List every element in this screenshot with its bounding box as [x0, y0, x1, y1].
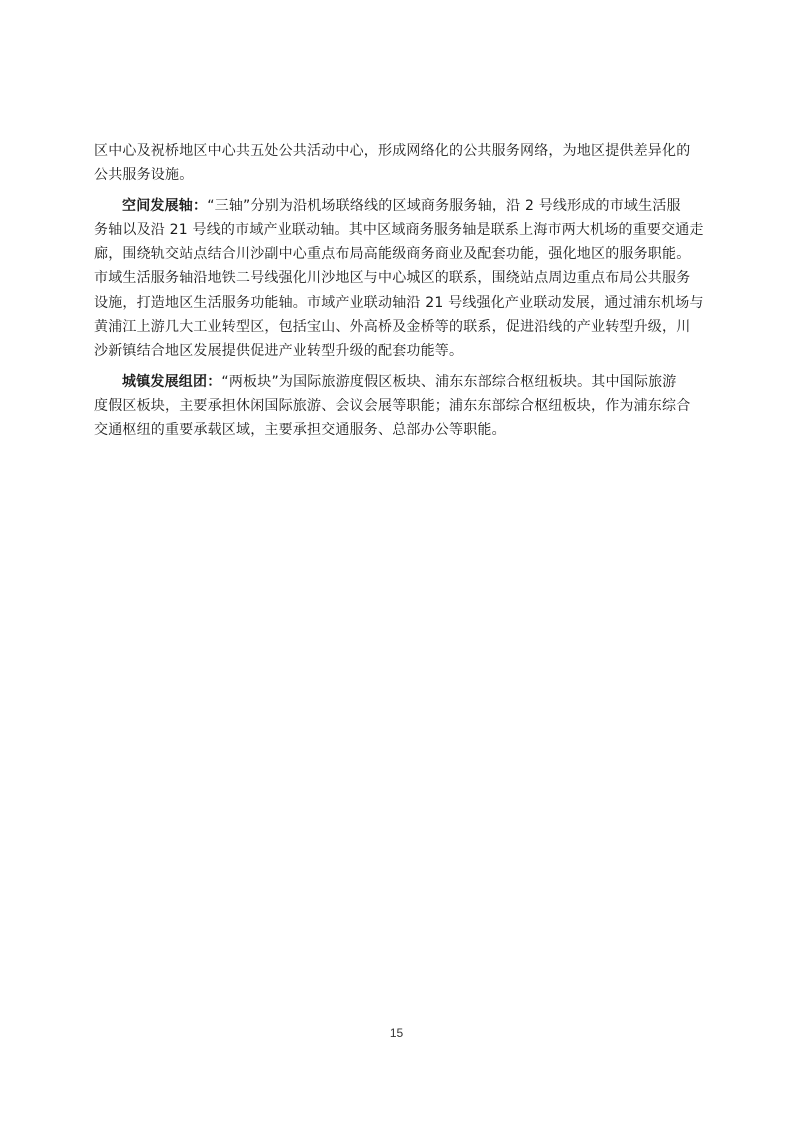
- text-run: “三轴”分别为沿机场联络线的区域商务服务轴，沿 2 号线形成的市域生活服: [207, 197, 681, 214]
- page-number: 15: [389, 1026, 404, 1040]
- paragraph-spatial-development-axes: [94, 194, 702, 364]
- paragraph-heading: 城镇发展组团：: [122, 373, 222, 390]
- text-line: 设施，打造地区生活服务功能轴。市域产业联动轴沿 21 号线强化产业联动发展，通过浦东机场与: [94, 294, 704, 311]
- text-line: 沙新镇结合地区发展提供促进产业转型升级的配套功能等。: [94, 343, 464, 360]
- paragraph-public-activity-centers: [94, 139, 702, 188]
- text-line: 务轴以及沿 21 号线的市域产业联动轴。其中区域商务服务轴是联系上海市两大机场的重要交通走: [94, 221, 704, 238]
- text-line: 公共服务设施。: [94, 167, 194, 184]
- text-line: 交通枢纽的重要承载区域，主要承担交通服务、总部办公等职能。: [94, 422, 506, 439]
- text-line: 市域生活服务轴沿地铁二号线强化川沙地区与中心城区的联系，围绕站点周边重点布局公共服务: [94, 270, 691, 287]
- text-line: [94, 194, 702, 218]
- text-line: 区中心及祝桥地区中心共五处公共活动中心，形成网络化的公共服务网络，为地区提供差异化的: [94, 143, 691, 159]
- document-body: [94, 139, 702, 443]
- text-line: 廊，围绕轨交站点结合川沙副中心重点布局高能级商务商业及配套功能，强化地区的服务职能。: [94, 246, 691, 263]
- paragraph-heading: 空间发展轴：: [122, 197, 208, 214]
- text-line: 黄浦江上游几大工业转型区，包括宝山、外高桥及金桥等的联系，促进沿线的产业转型升级，川: [94, 319, 691, 336]
- paragraph-town-development-clusters: [94, 370, 702, 443]
- text-run: “两板块”为国际旅游度假区板块、浦东东部综合枢纽板块。其中国际旅游: [221, 373, 677, 390]
- text-line: [94, 370, 702, 394]
- text-line: 度假区板块，主要承担休闲国际旅游、会议会展等职能；浦东东部综合枢纽板块，作为浦东综合: [94, 397, 691, 414]
